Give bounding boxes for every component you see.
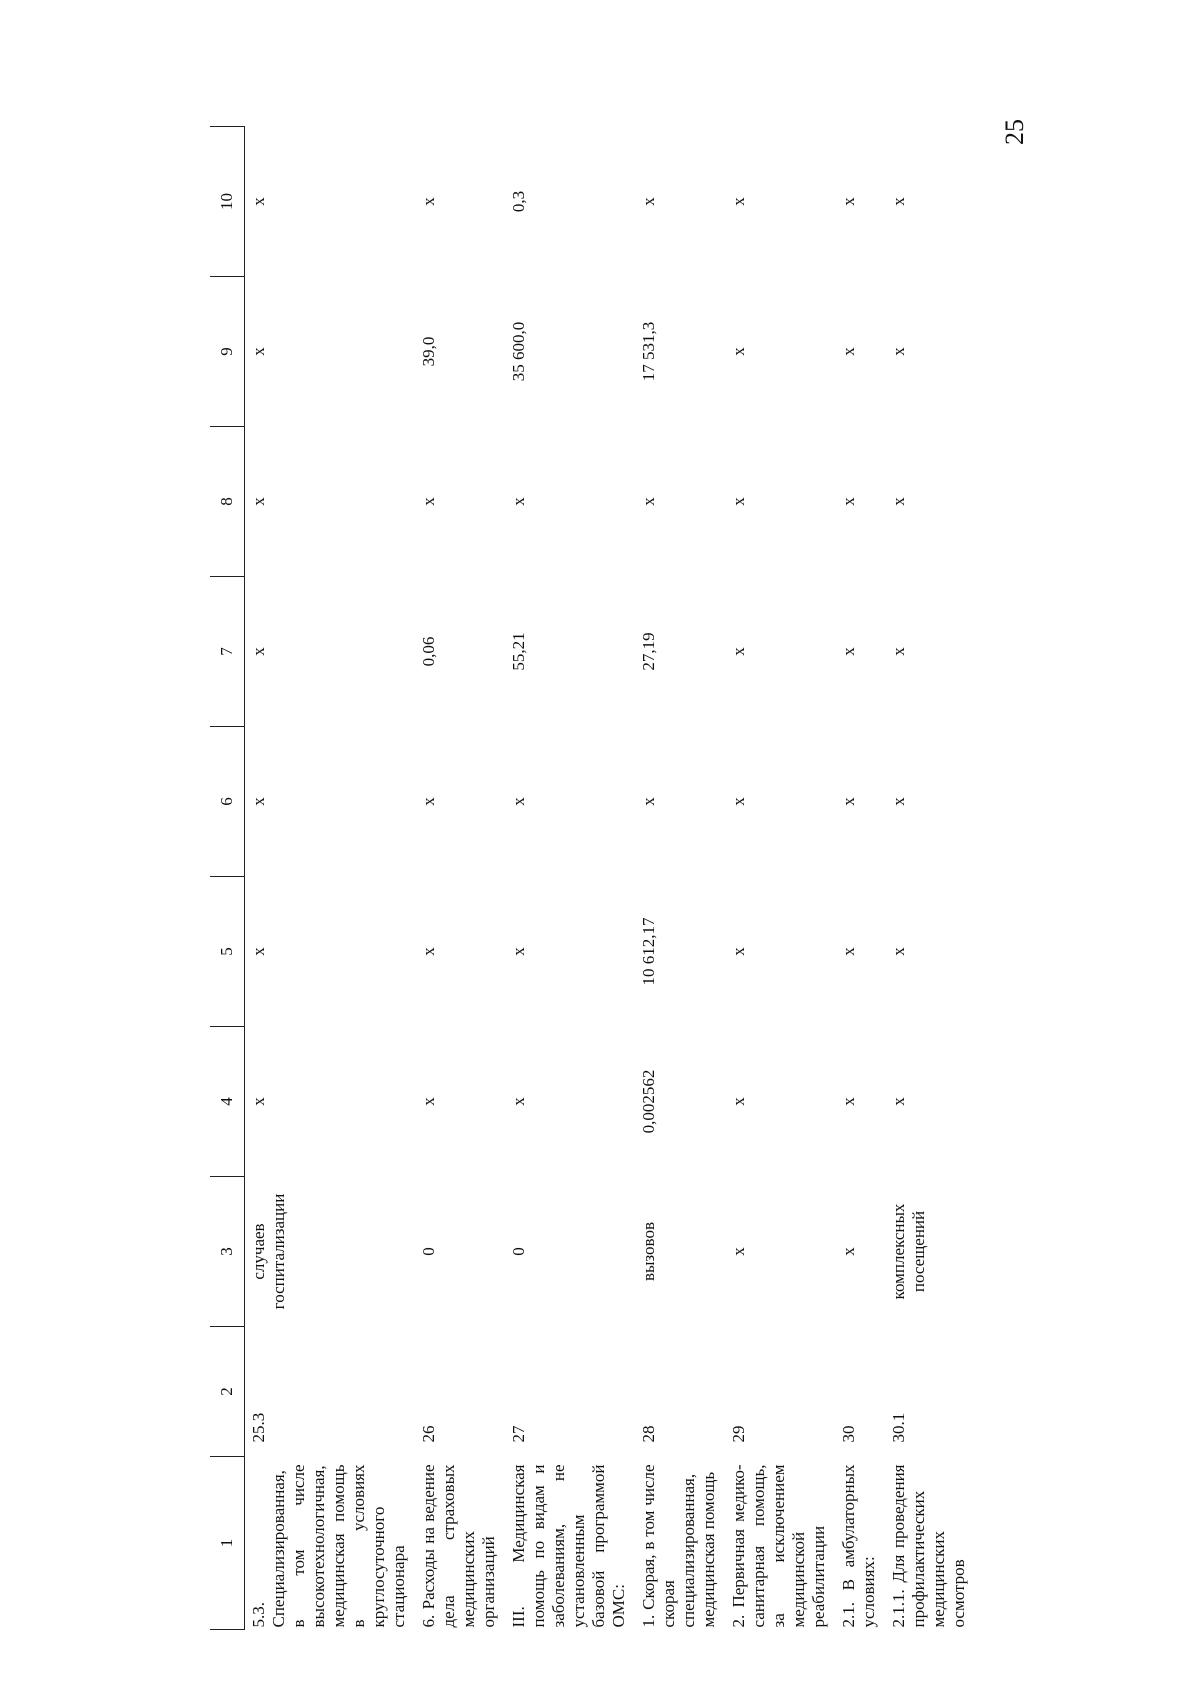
column-header: 7 <box>210 577 245 727</box>
value-cell: х <box>249 647 268 656</box>
value-cell: х <box>249 1097 268 1106</box>
value-cell: х <box>889 947 908 956</box>
value-cell: х <box>889 497 908 506</box>
page-number: 25 <box>1000 119 1029 145</box>
row-name: III. Медицинская помощь по видам и заболеваниям, не установленным базовой программой ОМС: <box>509 1464 628 1628</box>
value-cell: х <box>249 947 268 956</box>
table-row <box>635 127 725 1630</box>
column-header: 2 <box>210 1327 245 1457</box>
unit-cell: х <box>729 1247 748 1256</box>
value-cell: х <box>839 197 858 206</box>
value-cell: 0,002562 <box>639 1069 658 1134</box>
value-cell: х <box>509 797 528 806</box>
value-cell: х <box>839 347 858 356</box>
row-code: 27 <box>509 1425 528 1443</box>
value-cell: 10 612,17 <box>639 917 658 986</box>
value-cell: х <box>249 497 268 506</box>
value-cell: 17 531,3 <box>639 321 658 382</box>
unit-cell: 0 <box>509 1247 528 1256</box>
value-cell: х <box>729 197 748 206</box>
value-cell: х <box>889 647 908 656</box>
value-cell: х <box>509 947 528 956</box>
row-code: 29 <box>729 1425 748 1443</box>
value-cell: х <box>639 797 658 806</box>
column-header: 4 <box>210 1027 245 1177</box>
table-row <box>245 127 416 1630</box>
value-cell: х <box>889 197 908 206</box>
row-code: 28 <box>639 1425 658 1443</box>
unit-cell: х <box>839 1247 858 1256</box>
table-row <box>885 127 975 1630</box>
row-name: 2. Первичная медико-санитарная помощь, за исключением медицинской реабилитации <box>729 1464 828 1628</box>
table-row <box>415 127 505 1630</box>
column-header: 1 <box>210 1457 245 1630</box>
column-header: 6 <box>210 727 245 877</box>
value-cell: х <box>889 347 908 356</box>
unit-cell: комплексных посещений <box>889 1203 928 1300</box>
value-cell: х <box>509 1097 528 1106</box>
column-number-row <box>210 127 245 1630</box>
value-cell: х <box>729 347 748 356</box>
row-code: 25.3 <box>249 1412 268 1443</box>
unit-cell: случаев госпитализации <box>249 1193 288 1310</box>
row-code: 26 <box>419 1425 438 1443</box>
value-cell: х <box>419 947 438 956</box>
value-cell: 39,0 <box>419 336 438 367</box>
column-header: 8 <box>210 427 245 577</box>
table-row <box>505 127 635 1630</box>
value-cell: х <box>839 797 858 806</box>
value-cell: 55,21 <box>509 632 528 671</box>
rotated-table-wrapper <box>210 30 1010 1630</box>
table-row <box>835 127 885 1630</box>
row-name: 2.1. В амбулаторных условиях: <box>839 1464 878 1628</box>
value-cell: х <box>889 1097 908 1106</box>
value-cell: х <box>839 1097 858 1106</box>
value-cell: 35 600,0 <box>509 321 528 382</box>
column-header: 3 <box>210 1177 245 1327</box>
value-cell: 0,06 <box>419 636 438 667</box>
value-cell: х <box>249 797 268 806</box>
row-name: 6. Расходы на ведение дела страховых медицинских организаций <box>419 1464 498 1628</box>
value-cell: х <box>419 197 438 206</box>
value-cell: х <box>729 947 748 956</box>
value-cell: х <box>729 1097 748 1106</box>
column-header: 10 <box>210 127 245 277</box>
value-cell: 27,19 <box>639 632 658 671</box>
column-header: 5 <box>210 877 245 1027</box>
unit-cell: 0 <box>419 1247 438 1256</box>
value-cell: х <box>419 497 438 506</box>
value-cell: х <box>839 497 858 506</box>
value-cell: х <box>729 797 748 806</box>
row-code: 30.1 <box>889 1412 908 1443</box>
column-header: 9 <box>210 277 245 427</box>
value-cell: х <box>729 647 748 656</box>
medical-care-table <box>210 126 975 1630</box>
value-cell: х <box>839 647 858 656</box>
value-cell: х <box>639 497 658 506</box>
value-cell: х <box>729 497 748 506</box>
value-cell: х <box>839 947 858 956</box>
value-cell: х <box>419 797 438 806</box>
value-cell: х <box>889 797 908 806</box>
table-row <box>725 127 835 1630</box>
row-code: 30 <box>839 1425 858 1443</box>
row-name: 1. Скорая, в том числе скорая специализированная, медицинская помощь <box>639 1464 718 1628</box>
value-cell: х <box>249 347 268 356</box>
value-cell: х <box>509 497 528 506</box>
value-cell: 0,3 <box>509 190 528 213</box>
value-cell: х <box>639 197 658 206</box>
unit-cell: вызовов <box>639 1222 658 1282</box>
row-name: 5.3. Специализированная, в том числе высокотехнологичная, медицинская помощь в условиях круглосуточного стационара <box>249 1464 408 1628</box>
value-cell: х <box>249 197 268 206</box>
value-cell: х <box>419 1097 438 1106</box>
row-name: 2.1.1. Для проведения профилактических медицинских осмотров <box>889 1464 968 1628</box>
